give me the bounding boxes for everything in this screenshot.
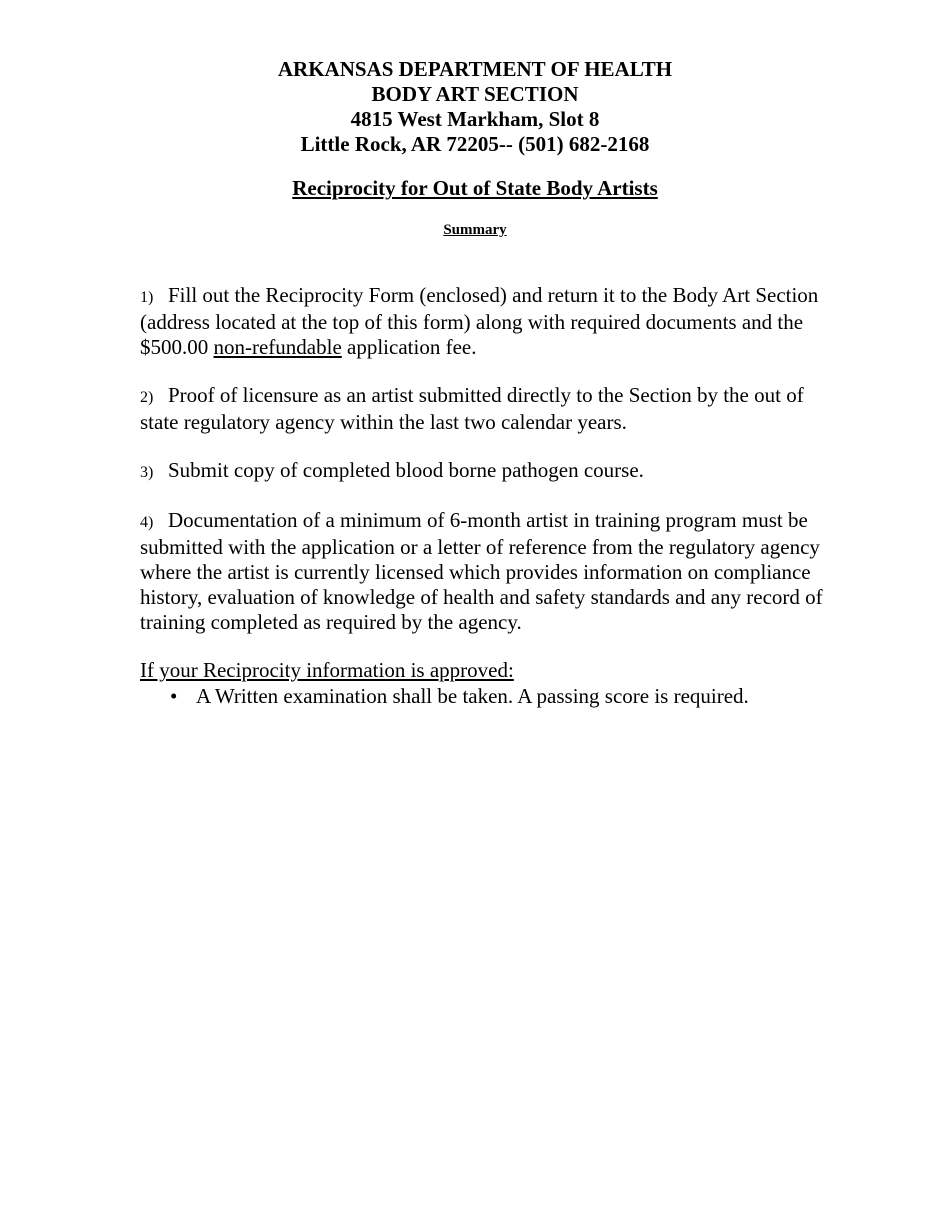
item-number: 4): [140, 514, 154, 531]
item-number: 2): [140, 389, 154, 406]
city-and-phone: Little Rock, AR 72205-- (501) 682-2168: [300, 132, 650, 156]
non-refundable-emphasis: non-refundable: [213, 335, 342, 359]
section-name: BODY ART SECTION: [371, 82, 579, 106]
item-number: 3): [140, 464, 154, 481]
requirement-item-1: [140, 283, 840, 360]
document-title: [0, 176, 950, 201]
requirement-item-4: [140, 508, 840, 635]
item-number: 1): [140, 289, 154, 306]
item-text: Proof of licensure as an artist submitted directly to the Section by the out of state regulatory agency within the last two calendar years.: [140, 383, 804, 434]
item-text-part: Fill out the Reciprocity Form (enclosed) and return it to the Body Art Section (address located at the top of this form) along with required documents and the $500.00: [140, 283, 819, 359]
list-item: [140, 684, 860, 709]
bullet-icon: •: [170, 684, 178, 708]
summary-heading: [0, 221, 950, 239]
approved-bullet-list: [140, 684, 860, 709]
item-text: Documentation of a minimum of 6-month artist in training program must be submitted with the application or a letter of reference from the regulatory agency where the artist is currently licensed which provides information on compliance history, evaluation of knowledge of health and safety standards and any record of training completed as required by the agency.: [140, 508, 823, 634]
list-item-text: A Written examination shall be taken. A passing score is required.: [196, 684, 749, 708]
document-title-text: Reciprocity for Out of State Body Artists: [292, 176, 658, 200]
requirement-item-2: [140, 383, 840, 435]
letterhead: [0, 57, 950, 157]
item-text: Submit copy of completed blood borne pathogen course.: [168, 458, 644, 482]
item-text-part: application fee.: [341, 335, 477, 359]
street-address: 4815 West Markham, Slot 8: [350, 107, 600, 131]
approved-heading: If your Reciprocity information is approved:: [140, 658, 514, 682]
summary-heading-text: Summary: [443, 222, 507, 238]
requirement-item-3: [140, 458, 840, 485]
agency-name: ARKANSAS DEPARTMENT OF HEALTH: [277, 57, 673, 81]
